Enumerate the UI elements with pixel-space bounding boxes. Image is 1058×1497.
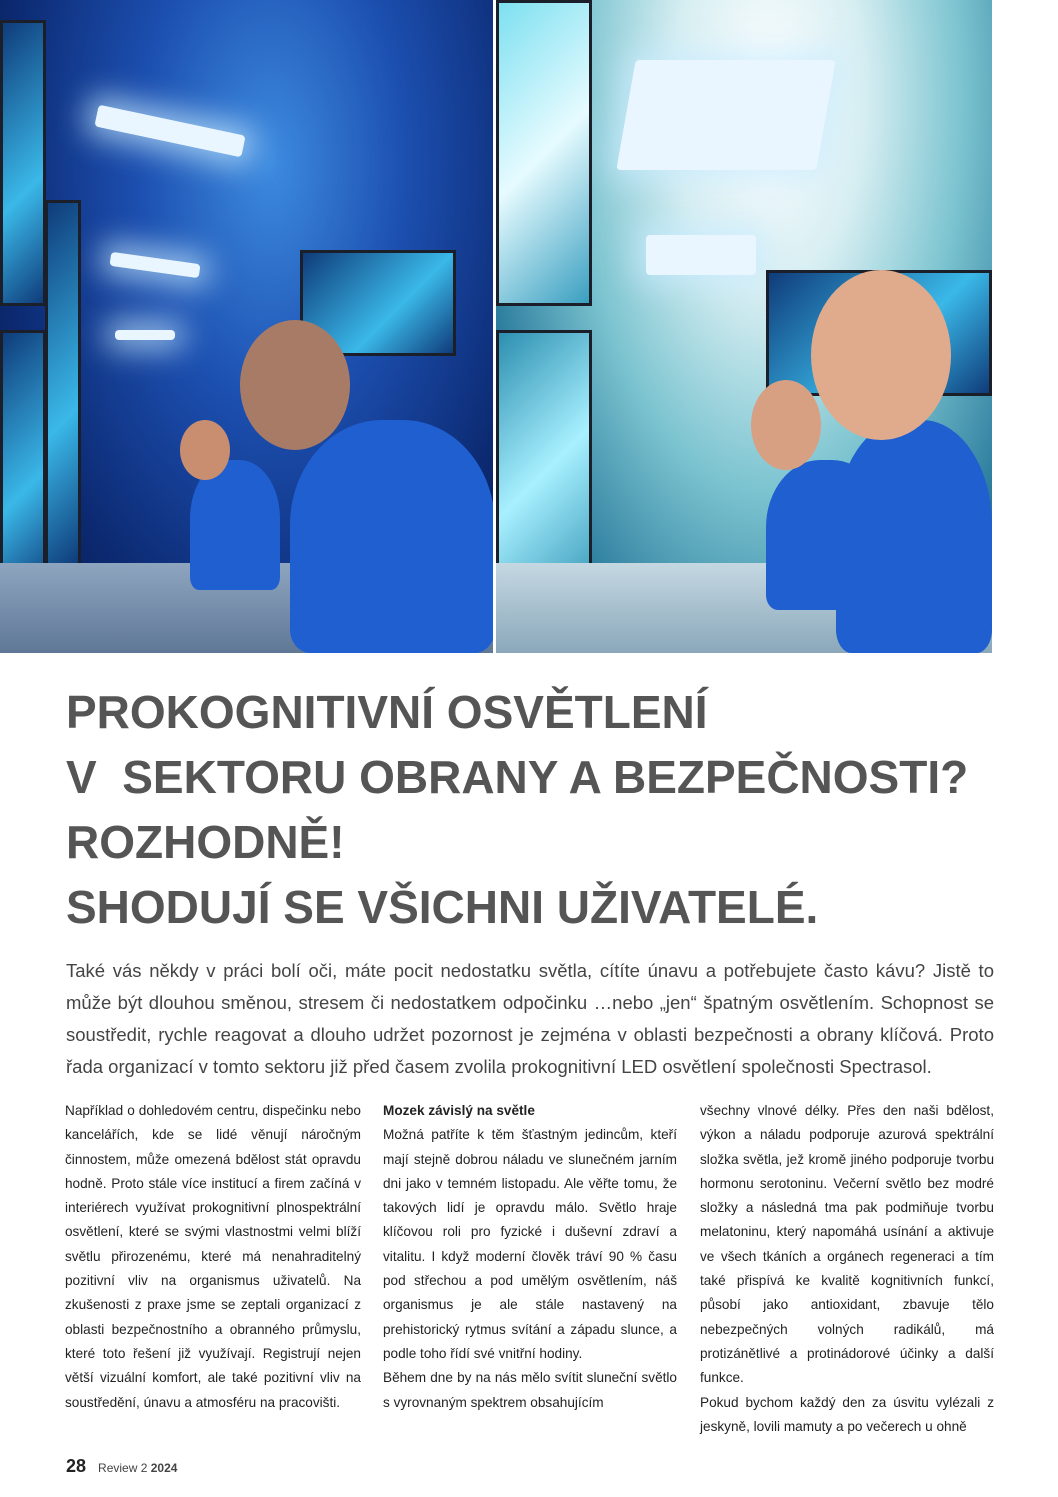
paragraph: Například o dohledovém centru, dispečinku nebo kancelářích, kde se lidé věnují náročným činnostem, může omezená bdělost stát opravdu hodně. Proto stále více institucí a firem začíná v interiérech využívat prokognitivní plnospektrální osvětlení, které se svými vlastnostmi velmi blíží světlu přirozenému, které má nenahraditelný pozitivní vliv na organismus uživatelů. Na zkušenosti z praxe jsme se zeptali organizací z oblasti bezpečnostního a obranného průmyslu, které toto řešení již využívají. Registrují nejen větší vizuální komfort, ale také pozitivní vliv na soustředění, únavu a atmosféru na pracovišti. (65, 1103, 361, 1410)
photo-alert-operators-prokognitive-light (496, 0, 992, 653)
column-2 (383, 1099, 677, 1415)
title-line: PROKOGNITIVNÍ OSVĚTLENÍ (66, 686, 708, 738)
paragraph: Pokud bychom každý den za úsvitu vylézali z jeskyně, lovili mamuty a po večerech u ohně (700, 1394, 994, 1434)
title-line: SHODUJÍ SE VŠICHNI UŽIVATELÉ. (66, 881, 819, 933)
magazine-name: Review 2 (98, 1461, 148, 1475)
issue-year: 2024 (150, 1461, 178, 1475)
title-line: V SEKTORU OBRANY A BEZPEČNOSTI? (66, 751, 969, 803)
article-title (66, 680, 1026, 940)
subheading: Mozek závislý na světle (383, 1103, 535, 1118)
paragraph: Možná patříte k těm šťastným jedincům, kteří mají stejně dobrou náladu ve slunečném jarním dni jako v temném listopadu. Ale věřte tomu, že takových lidí je opravdu málo. Světlo hraje klíčovou roli pro fyzické i duševní zdraví a vitalitu. I když moderní člověk tráví 90 % času pod střechou a pod umělým osvětlením, náš organismus je ale stále nastavený na prehistorický rytmus svítání a západu slunce, a podle toho řídí své vnitřní hodiny. (383, 1127, 677, 1361)
title-line: ROZHODNĚ! (66, 816, 345, 868)
column-3 (700, 1099, 994, 1439)
lead-paragraph: Také vás někdy v práci bolí oči, máte pocit nedostatku světla, cítíte únavu a potřebujete často kávu? Jistě to může být dlouhou směnou, stresem či nedostatkem odpočinku …nebo „jen“ špatným osvětlením. Schopnost se soustředit, rychle reagovat a dlouho udržet pozornost je zejména v oblasti bezpečnosti a obrany klíčová. Proto řada organizací v tomto sektoru již před časem zvolila prokognitivní LED osvětlení společnosti Spectrasol. (66, 960, 994, 1077)
column-1 (65, 1099, 361, 1415)
paragraph: všechny vlnové délky. Přes den naši bdělost, výkon a náladu podporuje azurová spektrální složka světla, jež kromě jiného podporuje tvorbu hormonu serotoninu. Večerní světlo bez modré složky a následná tma pak podmiňuje tvorbu melatoninu, který napomáhá usínání a aktivuje ve všech tkáních a orgánech regeneraci a tím také přispívá ke kvalitě kognitivních funkcí, působí jako antioxidant, zbavuje tělo nebezpečných volných radikálů, má protizánětlivé a protinádorové účinky a další funkce. (700, 1103, 994, 1386)
photo-tired-operators-blue-light (0, 0, 493, 653)
magazine-issue (98, 1461, 177, 1475)
paragraph: Během dne by na nás mělo svítit sluneční světlo s vyrovnaným spektrem obsahujícím (383, 1370, 677, 1410)
page-footer (66, 1456, 177, 1477)
page-number: 28 (66, 1456, 87, 1476)
